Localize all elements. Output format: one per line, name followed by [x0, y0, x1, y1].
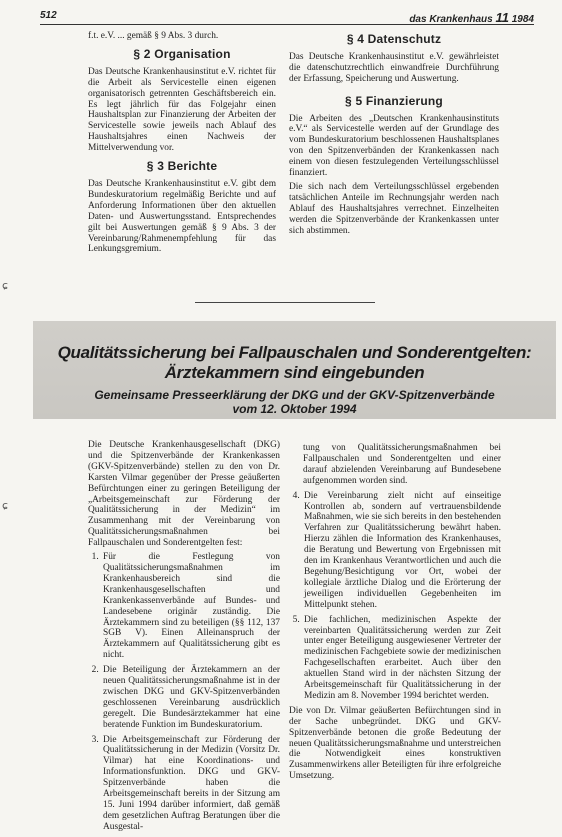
section-text-berichte: Das Deutsche Krankenhausinstitut e.V. gibt dem Bundeskuratorium regelmäßig Berichte und auf Anforderung Informationen über den aktuellen Daten- und Auswertungsstand. Entsprechendes gilt bei Auswertungen gemäß § 9 Abs. 3 der Vereinbarung/Rahmenempfehlung für das Lenkungsgremium.	[88, 178, 276, 255]
list-item: 4. Die Vereinbarung zielt nicht auf einseitige Kontrollen ab, sondern auf vertrauensbildende Maßnahmen, wie sie sich bereits in den bestehenden Verfahren zur Qualitätssicherung bewährt haben. Hierzu zählen die Information des Krankenhauses, die Beratung und Bewertung von Ergebnissen mit den im Krankenhaus Verantwortlichen und auch die Begehung/Besichtigung vor Ort, wobei der kollegiale ärztliche Dialog und die Erörterung der jeweiligen individuellen Gegebenheiten im Mittelpunkt stehen.	[302, 491, 501, 611]
list-item: 1. Für die Festlegung von Qualitätssicherungsmaßnahmen im Krankenhausbereich sind die Krankenhausgesellschaften und Krankenkassenverbände auf Bundes- und Landesebene originär zuständig. Die Ärztekammern sind zu beteiligen (§§ 112, 137 SGB V). Einen Alleinanspruch der Ärztekammern auf Qualitätssicherung gibt es nicht.	[101, 552, 280, 661]
article-title-line: Ärztekammern sind eingebunden	[164, 363, 425, 382]
continued-text: f.t. e.V. ... gemäß § 9 Abs. 3 durch.	[88, 31, 219, 41]
article-subtitle-line: Gemeinsame Presseerklärung der DKG und der GKV-Spitzenverbände	[94, 388, 495, 402]
article-subtitle	[33, 388, 556, 416]
section-text-datenschutz: Das Deutsche Krankenhausinstitut e.V. gewährleistet die datenschutzrechtlich einwandfreie Durchführung der Erfassung, Speicherung und Auswertung.	[289, 51, 499, 84]
binder-clip-mark: ɕ	[2, 499, 9, 512]
section-text-finanzierung-2: Die sich nach dem Verteilungsschlüssel ergebenden tatsächlichen Anteile im Rechnungsjahr werden nach Ablauf des Haushaltsjahres verrechnet. Einzelheiten werden die Spitzenverbände der Krankenkassen unter sich abstimmen.	[289, 181, 499, 236]
section-divider	[195, 302, 375, 303]
left-column-top	[88, 31, 276, 258]
list-item-continuation: tung von Qualitätssicherungsmaßnahmen bei Fallpauschalen und Sonderentgelten und einer darauf abzielenden Vereinbarung auf Bundesebene aufgenommen worden sind.	[303, 443, 501, 486]
section-heading-finanzierung: § 5 Finanzierung	[345, 93, 443, 108]
header-rule	[40, 24, 534, 25]
journal-name: das Krankenhaus	[409, 14, 493, 25]
article-intro: Die Deutsche Krankenhausgesellschaft (DKG) und die Spitzenverbände der Krankenkassen (GKV-Spitzenverbände) stellen zu den von Dr. Karsten Vilmar gegenüber der Presse geäußerten Befürchtungen einer zu geringen Beteiligung der „Arbeitsgemeinschaft zur Förderung der Qualitätssicherung in der Medizin“ im Zusammenhang mit der Vereinbarung von Qualitätssicherungsmaßnahmen bei Fallpauschalen und Sonderentgelten fest:	[88, 440, 280, 549]
binder-clip-mark: ɕ	[2, 279, 9, 292]
section-text-finanzierung-1: Die Arbeiten des „Deutschen Krankenhausinstituts e.V.“ als Servicestelle werden auf der Grundlage des vom Bundeskuratorium beschlossenen Haushaltsplanes von den Spitzenverbänden der Krankenkassen nach einem von diesen festzulegenden Verteilungsschlüssel finanziert.	[289, 113, 499, 179]
section-text-organisation: Das Deutsche Krankenhausinstitut e.V. richtet für die Arbeit als Servicestelle einen eigenen organisatorisch getrennten Geschäftsbereich ein. Es legt jährlich für das Folgejahr einen Haushaltsplan zur Finanzierung der Arbeiten der Servicestelle sowie jeweils nach Ablauf des Haushaltsjahres einen Nachweis der Mittelverwendung vor.	[88, 66, 276, 154]
list-item: 2. Die Beteiligung der Ärztekammern an der neuen Qualitätssicherungsmaßnahme ist in der zwischen DKG und GKV-Spitzenverbänden geschlossenen Vereinbarung ausdrücklich geregelt. Die Bundesärztekammer hat eine beratende Funktion im Bundeskuratorium.	[101, 665, 280, 730]
article-title	[33, 343, 556, 383]
numbered-list-continued	[289, 443, 501, 487]
journal-year: 1984	[511, 14, 534, 25]
article-title-banner	[33, 321, 556, 419]
article-closing: Die von Dr. Vilmar geäußerten Befürchtungen sind in der Sache unbegründet. DKG und GKV-Spitzenverbände betonen die große Bedeutung der neuen Qualitätssicherungsmaßnahme und unterstreichen die Notwendigkeit eines konstruktiven Zusammenwirkens aller Beteiligten für ihre erfolgreiche Umsetzung.	[289, 705, 501, 782]
numbered-list	[289, 491, 501, 702]
page-number: 512	[40, 10, 57, 21]
article-subtitle-line: vom 12. Oktober 1994	[232, 402, 357, 416]
article-title-line: Qualitätssicherung bei Fallpauschalen und Sonderentgelten:	[57, 343, 532, 362]
numbered-list	[88, 552, 280, 833]
journal-issue: 11	[495, 10, 509, 25]
list-item: 3. Die Arbeitsgemeinschaft zur Förderung der Qualitätssicherung in der Medizin (Vorsitz Dr. Vilmar) hat eine Koordinations- und Informationsfunktion. DKG und GKV-Spitzenverbände haben die Arbeitsgemeinschaft bereits in der Sitzung am 15. Juni 1994 darüber informiert, daß gemäß dem gesetzlichen Auftrag Beratungen über die Ausgestal-	[101, 735, 280, 833]
section-heading-organisation: § 2 Organisation	[133, 46, 231, 61]
right-column-top	[289, 31, 499, 240]
running-header	[40, 8, 534, 24]
list-item: 5. Die fachlichen, medizinischen Aspekte der vereinbarten Qualitätssicherung werden zur Zeit unter enger Beteiligung ausgewiesener Vertreter der medizinischen Fachgebiete sowie der medizinischen Fachgesellschaften erarbeitet. Auch über den aktuellen Stand wird in der nächsten Sitzung der Arbeitsgemeinschaft für Qualitätssicherung in der Medizin am 8. November 1994 berichtet werden.	[302, 615, 501, 702]
right-column-article	[289, 440, 501, 785]
left-column-article	[88, 440, 280, 837]
section-heading-datenschutz: § 4 Datenschutz	[346, 32, 442, 46]
section-heading-berichte: § 3 Berichte	[146, 159, 218, 174]
